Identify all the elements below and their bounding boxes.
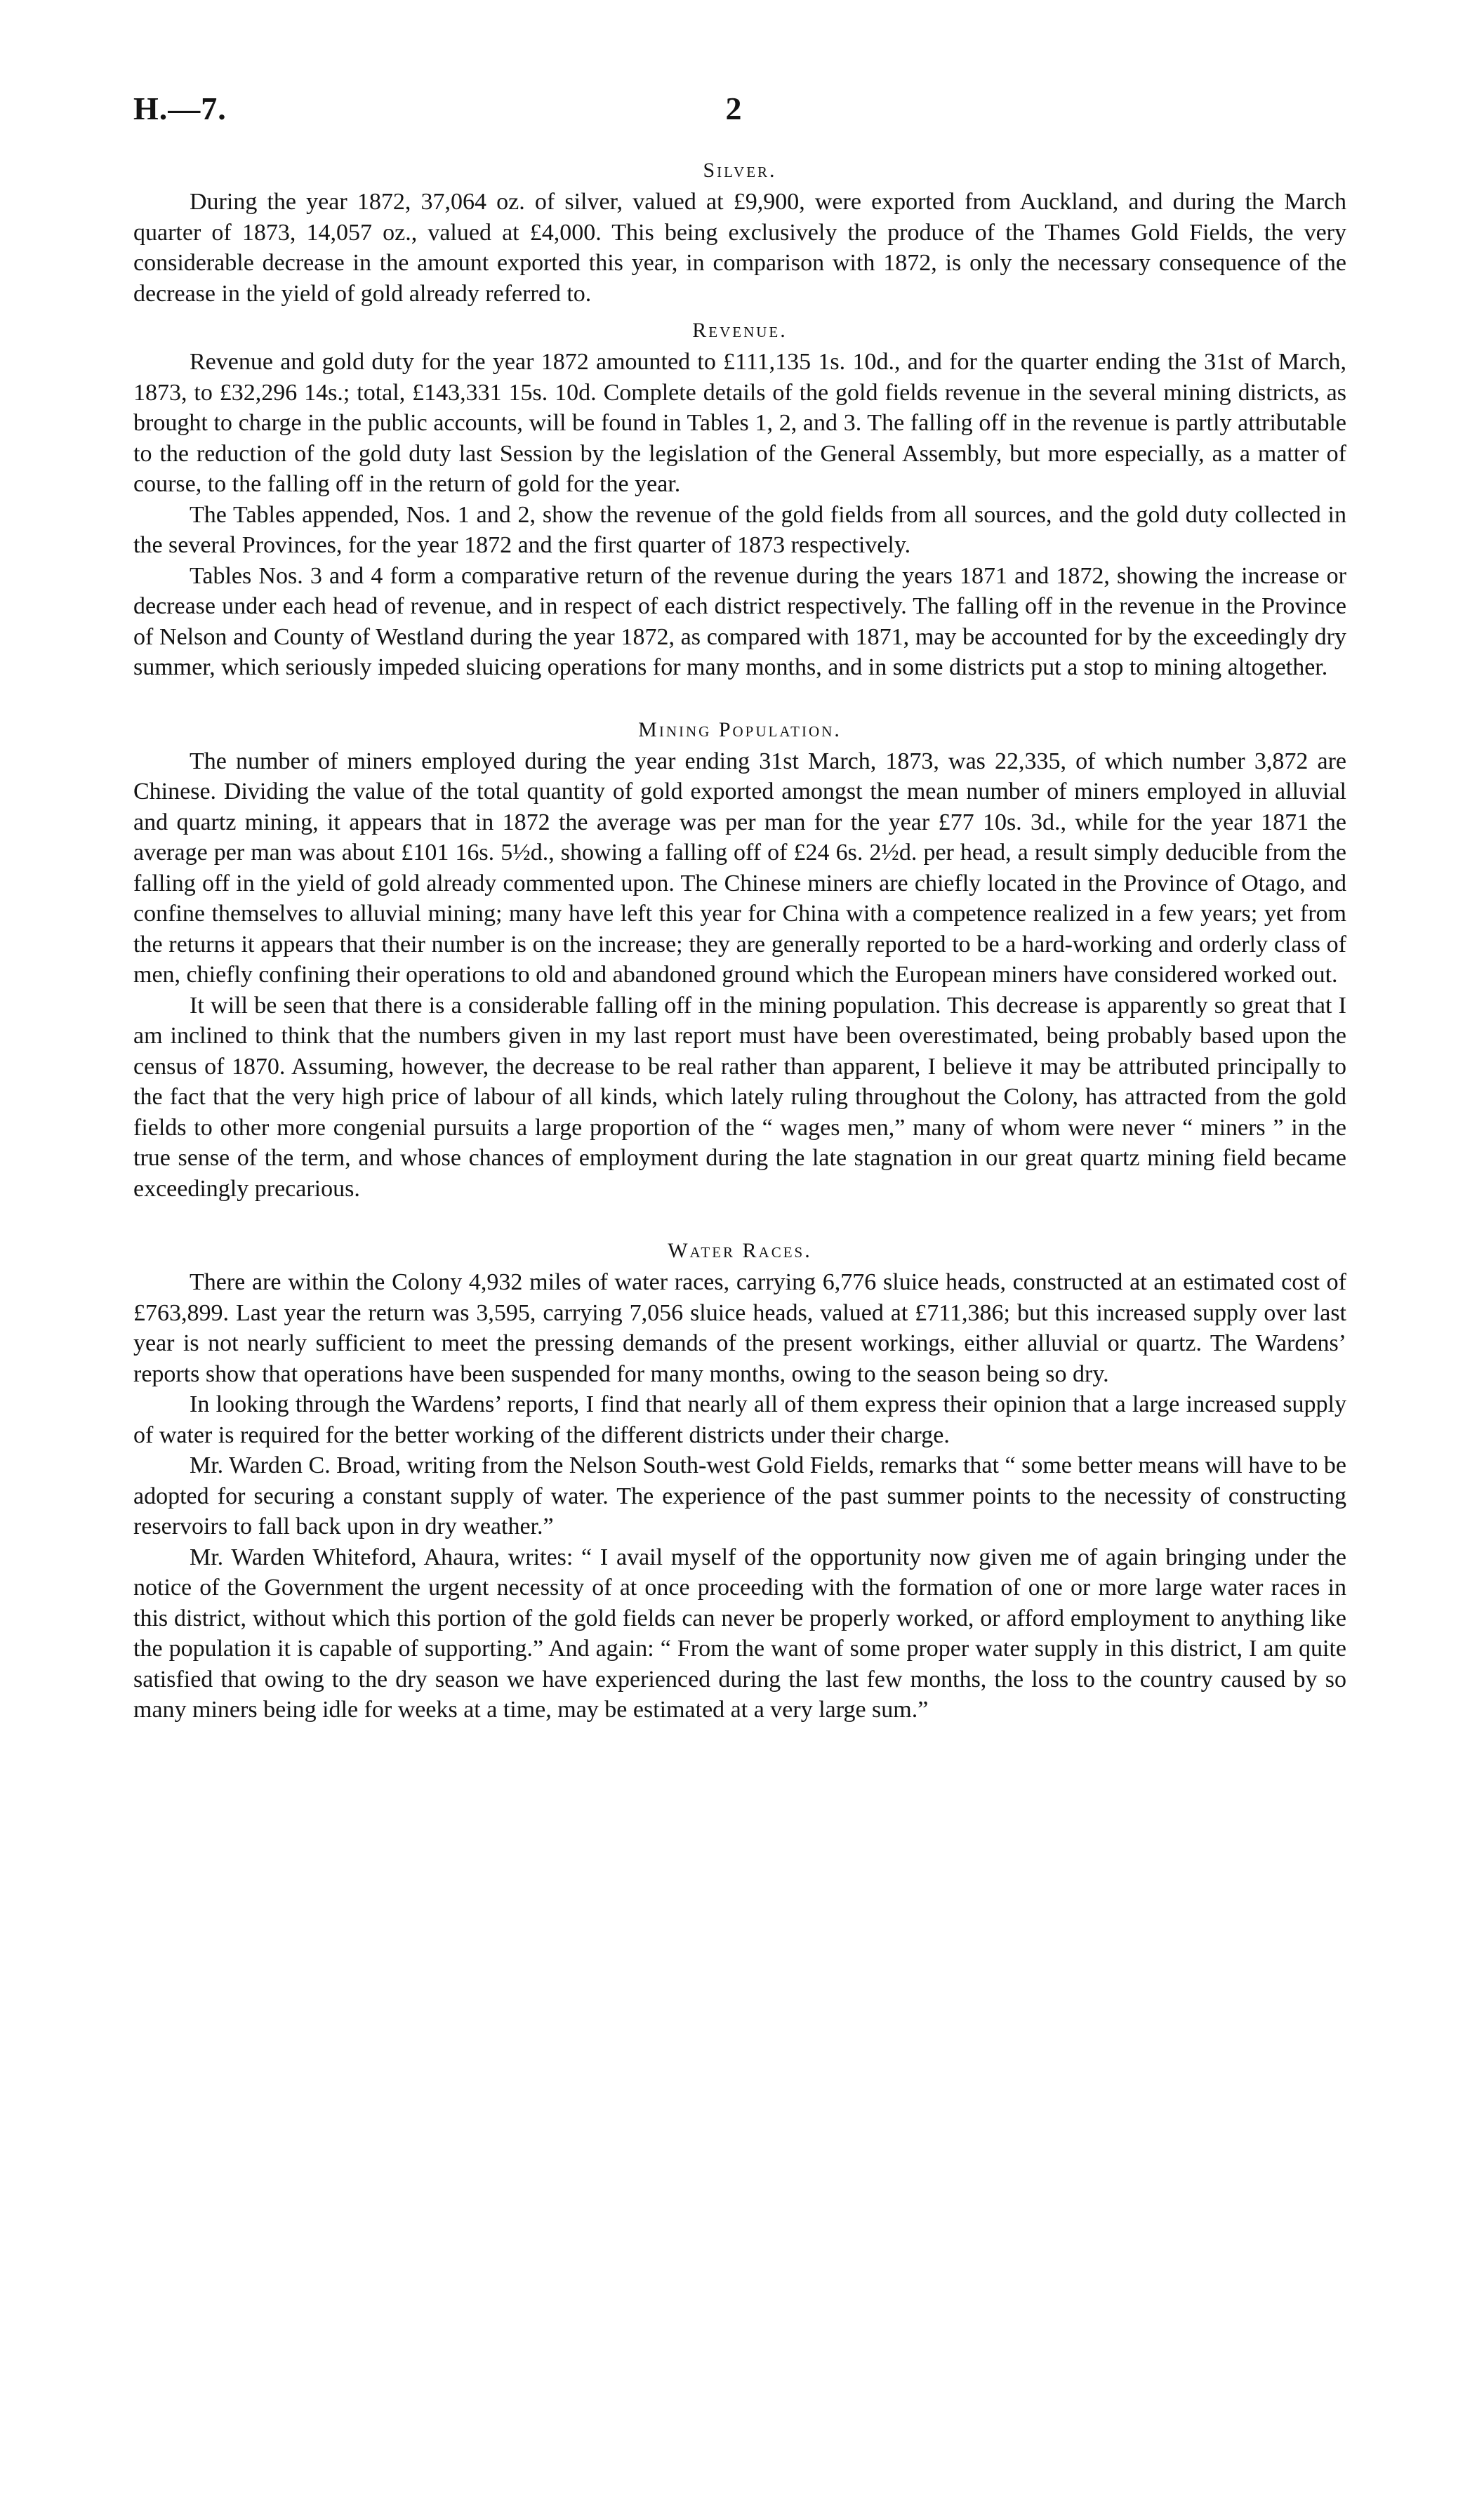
paragraph: Mr. Warden Whiteford, Ahaura, writes: “ I avail myself of the opportunity now given me of again bringing under the notice of the Government the urgent necessity of at once proceeding with the formation of one or more large water races in this district, without which this portion of the gold fields can never be properly worked, or afford employment to anything like the population it is capable of supporting.” And again: “ From the want of some proper water supply in this district, I am quite satisfied that owing to the dry season we have experienced during the last few months, the loss to the country caused by so many miners being idle for weeks at a time, may be estimated at a very large sum.” [133, 1544, 1346, 1723]
paragraph: The number of miners employed during the year ending 31st March, 1873, was 22,335, of which number 3,872 are Chinese. Dividing the value of the total quantity of gold exported amongst the mean number of miners employed in alluvial and quartz mining, it appears that in 1872 the average was per man for the year £77 10s. 3d., while for the year 1871 the average per man was about £101 16s. 5½d., showing a falling off of £24 6s. 2½d. per head, a result simply deducible from the falling off in the yield of gold already commented upon. The Chinese miners are chiefly located in the Province of Otago, and confine themselves to alluvial mining; many have left this year for China with a competence realized in a few years; yet from the returns it appears that their number is on the increase; they are generally reported to be a hard-working and orderly class of men, chiefly confining their operations to old and abandoned ground which the European miners have considered worked out. [133, 748, 1346, 988]
paragraph: It will be seen that there is a considerable falling off in the mining population. This decrease is apparently so great that I am inclined to think that the numbers given in my last report must have been overestimated, being probably based upon the census of 1870. Assuming, however, the decrease to be real rather than apparent, I believe it may be attributed principally to the fact that the very high price of labour of all kinds, which lately ruling throughout the Colony, has attracted from the gold fields to other more congenial pursuits a large proportion of the “ wages men,” many of whom were never “ miners ” in the true sense of the term, and whose chances of employment during the late stagnation in our great quartz mining field became exceedingly precarious. [133, 992, 1346, 1202]
section-silver [133, 159, 1346, 309]
report-body [133, 149, 1346, 1725]
document-reference: H.—7. [133, 91, 227, 126]
paragraph: Tables Nos. 3 and 4 form a comparative return of the revenue during the years 1871 and 1872, showing the increase or decrease under each head of revenue, and in respect of each district respectively. The falling off in the revenue in the Province of Nelson and County of Westland during the year 1872, as compared with 1871, may be accounted for by the exceedingly dry summer, which seriously impeded sluicing operations for many months, and in some districts put a stop to mining altogether. [133, 562, 1346, 680]
section-heading-mining-population: Mining Population. [638, 717, 842, 741]
section-heading-silver: Silver. [703, 159, 777, 182]
section-revenue [133, 319, 1346, 683]
section-heading-water-races: Water Races. [668, 1239, 812, 1262]
paragraph: There are within the Colony 4,932 miles of water races, carrying 6,776 sluice heads, constructed at an estimated cost of £763,899. Last year the return was 3,595, carrying 7,056 sluice heads, valued at £711,386; but this increased supply over last year is not nearly sufficient to meet the pressing demands of the present workings, either alluvial or quartz. The Wardens’ reports show that operations have been suspended for many months, owing to the season being so dry. [133, 1269, 1346, 1387]
section-water-races [133, 1239, 1346, 1725]
page-number: 2 [725, 91, 742, 126]
paragraph: Revenue and gold duty for the year 1872 amounted to £111,135 1s. 10d., and for the quarter ending the 31st of March, 1873, to £32,296 14s.; total, £143,331 15s. 10d. Complete details of the gold fields revenue in the several mining districts, as brought to charge in the public accounts, will be found in Tables 1, 2, and 3. The falling off in the revenue is partly attributable to the reduction of the gold duty last Session by the legislation of the General Assembly, but more especially, as a matter of course, to the falling off in the return of gold for the year. [133, 349, 1346, 497]
paragraph: The Tables appended, Nos. 1 and 2, show the revenue of the gold fields from all sources, and the gold duty collected in the several Provinces, for the year 1872 and the first quarter of 1873 respectively. [133, 501, 1346, 558]
section-mining-population [133, 718, 1346, 1205]
paragraph: In looking through the Wardens’ reports, I find that nearly all of them express their opinion that a large increased supply of water is required for the better working of the different districts under their charge. [133, 1391, 1346, 1448]
paragraph: Mr. Warden C. Broad, writing from the Nelson South-west Gold Fields, remarks that “ some better means will have to be adopted for securing a constant supply of water. The experience of the past summer points to the necessity of constructing reservoirs to fall back upon in dry weather.” [133, 1452, 1346, 1539]
section-heading-revenue: Revenue. [692, 319, 788, 342]
running-head [133, 90, 1334, 132]
paragraph: During the year 1872, 37,064 oz. of silver, valued at £9,900, were exported from Auckland, and during the March quarter of 1873, 14,057 oz., valued at £4,000. This being exclusively the produce of the Thames Gold Fields, the very considerable decrease in the amount exported this year, in comparison with 1872, is only the necessary consequence of the decrease in the yield of gold already referred to. [133, 189, 1346, 307]
